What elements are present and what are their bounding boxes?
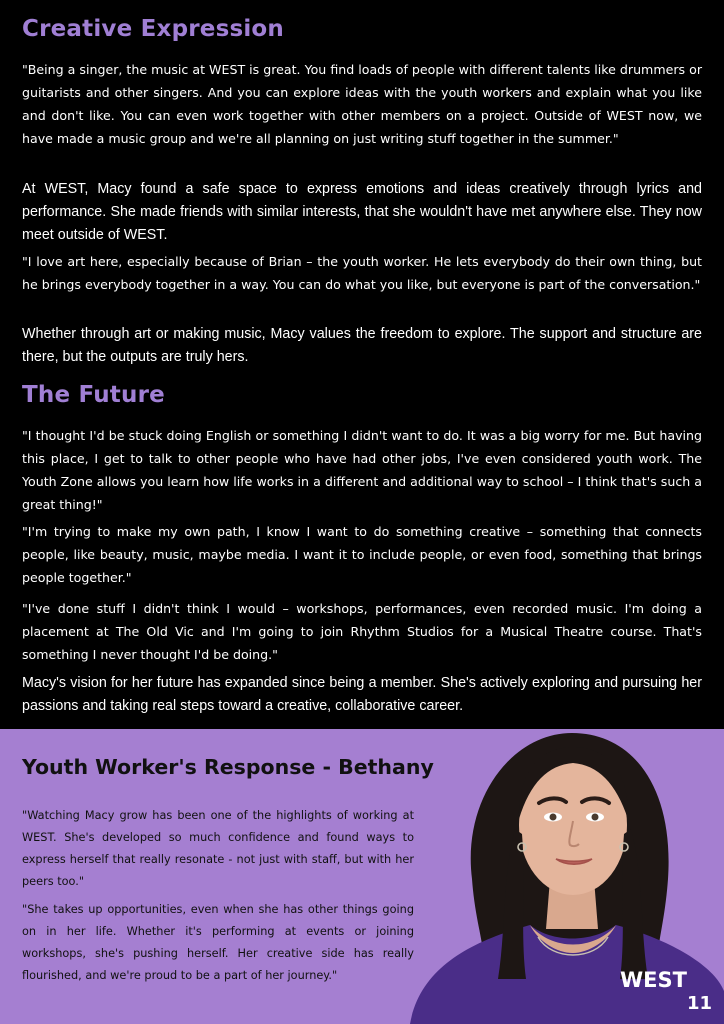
- bethany-portrait-photo: [402, 729, 724, 1024]
- future-quote-1: "I thought I'd be stuck doing English or something I didn't want to do. It was a big worry for me. But having this place, I get to talk to other people who have had other jobs, I've even considered youth work. The Youth Zone allows you learn how life works in a different and additional way to school – I think that's such a great thing!": [22, 428, 702, 512]
- creative-paragraph-2: Whether through art or making music, Macy values the freedom to explore. The support and structure are there, but the outputs are truly hers.: [22, 326, 702, 365]
- future-quote-3: "I've done stuff I didn't think I would – workshops, performances, even recorded music. I'm doing a placement at The Old Vic and I'm going to join Rhythm Studios for a Musical Theatre course. That's something I never thought I'd be doing.": [22, 601, 702, 662]
- youth-worker-heading: Youth Worker's Response - Bethany: [22, 755, 434, 779]
- creative-quote-1: "Being a singer, the music at WEST is great. You find loads of people with different talents like drummers or guitarists and other singers. And you can explore ideas with the youth workers and explain what you like and don't like. You can even work together with other members on a project. Outside of WEST now, we have made a music group and we're all planning on just writing stuff together in the summer.": [22, 62, 702, 146]
- future-paragraph-1: Macy's vision for her future has expanded since being a member. She's actively exploring and pursuing her passions and taking real steps toward a creative, collaborative career.: [22, 675, 702, 714]
- creative-quote-2: "I love art here, especially because of Brian – the youth worker. He lets everybody do their own thing, but he brings everybody together in a way. You can do what you like, but everyone is part of the conversation.": [22, 254, 702, 292]
- heading-the-future: The Future: [22, 382, 165, 408]
- future-quote-2: "I'm trying to make my own path, I know I want to do something creative – something that connects people, like beauty, music, maybe media. I want it to include people, or even food, something that brings people together.": [22, 524, 702, 585]
- youth-worker-quote-1: "Watching Macy grow has been one of the highlights of working at WEST. She's developed so much confidence and found ways to express herself that really resonate - not just with staff, but with her peers too.": [22, 809, 414, 888]
- heading-creative-expression: Creative Expression: [22, 16, 285, 42]
- creative-paragraph-1: At WEST, Macy found a safe space to express emotions and ideas creatively through lyrics and performance. She made friends with similar interests, that she wouldn't have met anywhere else. They now meet outside of WEST.: [22, 181, 702, 243]
- shirt-logo-text: WEST: [620, 968, 687, 992]
- page-number: 11: [686, 993, 712, 1014]
- youth-worker-quote-2: "She takes up opportunities, even when she has other things going on in her life. Whether it's performing at events or joining workshops, she's pushing herself. Her creative side has really flourished, and we're proud to be a part of her journey.": [22, 903, 414, 982]
- youth-worker-section: [0, 729, 724, 1024]
